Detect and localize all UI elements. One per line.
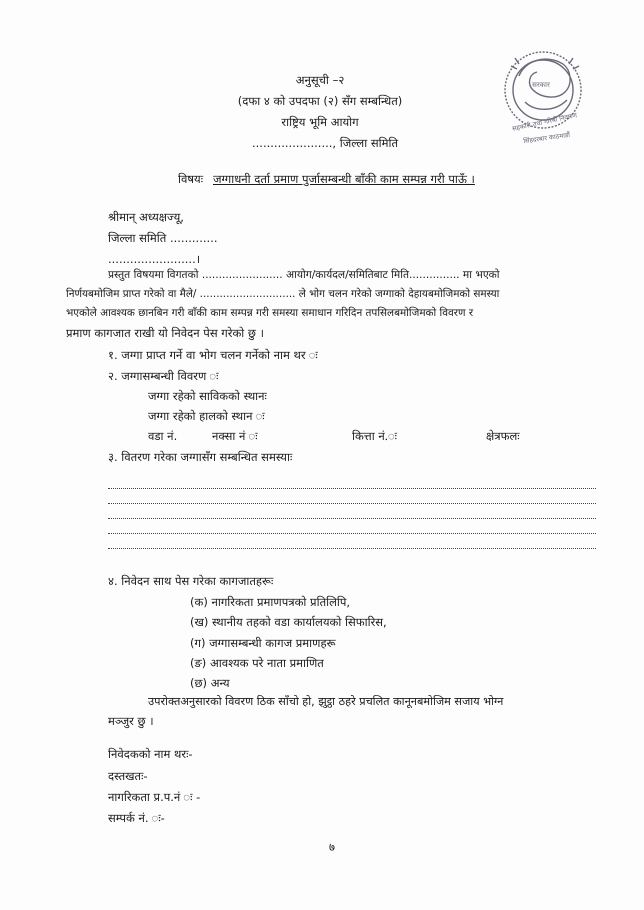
old-location: जग्गा रहेको साविकको स्थानः xyxy=(148,389,267,403)
declaration-line-2: मञ्जुर छु । xyxy=(108,714,154,728)
salutation: श्रीमान् अध्यक्षज्यू, xyxy=(108,210,184,224)
svg-text:सरकार: सरकार xyxy=(532,81,550,89)
body-line-1: प्रस्तुत विषयमा विगतको ........................ आयोग/कार्यदल/समितिबाट मिति............... मा भएको xyxy=(108,269,500,281)
applicant-signature: दस्तखतः- xyxy=(108,769,148,783)
subject-label: विषयः xyxy=(178,172,204,186)
subject-text: जग्गाधनी दर्ता प्रमाण पुर्जासम्बन्धी बाँकी काम सम्पन्न गरी पाऊँ । xyxy=(213,172,475,186)
body-line-2: निर्णयबमोजिम प्राप्त गरेको वा मैले/ ............................. ले भोग चलन गरेको जग्गाको देहायबमोजिमको समस्या xyxy=(66,288,500,300)
body-line-4: प्रमाण कागजात राखी यो निवेदन पेस गरेको छु । xyxy=(66,326,264,340)
blank-line xyxy=(108,533,596,534)
svg-text:सिंहदरबार काठमाडौं: सिंहदरबार काठमाडौं xyxy=(522,130,571,146)
applicant-name: निवेदकको नाम थरः- xyxy=(108,747,193,761)
area-field: क्षेत्रफलः xyxy=(486,429,520,443)
plot-number: कित्ता नं.ः xyxy=(352,429,398,443)
document-item: (क) नागरिकता प्रमाणपत्रको प्रतिलिपि, xyxy=(190,595,351,609)
commission-name: राष्ट्रिय भूमि आयोग xyxy=(281,115,359,129)
addressee-committee: जिल्ला समिति ............. xyxy=(108,231,218,245)
item-1: १. जग्गा प्राप्त गर्ने वा भोग चलन गर्नेको नाम थर ः xyxy=(108,348,318,362)
blank-line xyxy=(108,548,596,549)
blank-line xyxy=(108,518,596,519)
svg-text:सहकारी तथा गरिबी निवारण: सहकारी तथा गरिबी निवारण xyxy=(511,111,578,133)
blank-line xyxy=(108,503,596,504)
addressee-place: ........................। xyxy=(108,252,201,266)
item-3: ३. वितरण गरेका जग्गासँग सम्बन्धित समस्याः xyxy=(108,450,293,464)
contact-number: सम्पर्क नं. ः- xyxy=(108,811,165,825)
current-location: जग्गा रहेको हालको स्थान ः xyxy=(148,409,265,423)
clause-reference: (दफा ४ को उपदफा (२) सँग सम्बन्धित) xyxy=(237,94,403,108)
map-number: नक्सा नं ः xyxy=(212,429,258,443)
item-4: ४. निवेदन साथ पेस गरेका कागजातहरूः xyxy=(108,574,274,588)
body-line-3: भएकोले आवश्यक छानबिन गरी बाँकी काम सम्पन्न गरी समस्या समाधान गरिदिन तपसिलबमोजिमको विवरण र xyxy=(66,307,474,319)
government-seal-stamp xyxy=(485,40,605,148)
document-item: (ङ) आवश्यक परे नाता प्रमाणित xyxy=(190,656,324,670)
ward-number: वडा नं. xyxy=(148,429,178,443)
schedule-heading: अनुसूची –२ xyxy=(295,73,345,87)
district-committee: ......................, जिल्ला समिति xyxy=(251,136,399,150)
document-item: (ग) जग्गासम्बन्धी कागज प्रमाणहरू xyxy=(190,636,336,650)
declaration-line-1: उपरोक्तअनुसारको विवरण ठिक साँचो हो, झुट्ठा ठहरे प्रचलित कानूनबमोजिम सजाय भोग्न xyxy=(148,695,504,708)
document-item: (ख) स्थानीय तहको वडा कार्यालयको सिफारिस, xyxy=(190,615,387,629)
document-item: (छ) अन्य xyxy=(190,676,230,690)
citizenship-number: नागरिकता प्र.प.नं ः - xyxy=(108,790,201,804)
page-number: ७ xyxy=(329,840,335,854)
item-2: २. जग्गासम्बन्धी विवरण ः xyxy=(108,369,219,383)
blank-line xyxy=(108,488,596,489)
